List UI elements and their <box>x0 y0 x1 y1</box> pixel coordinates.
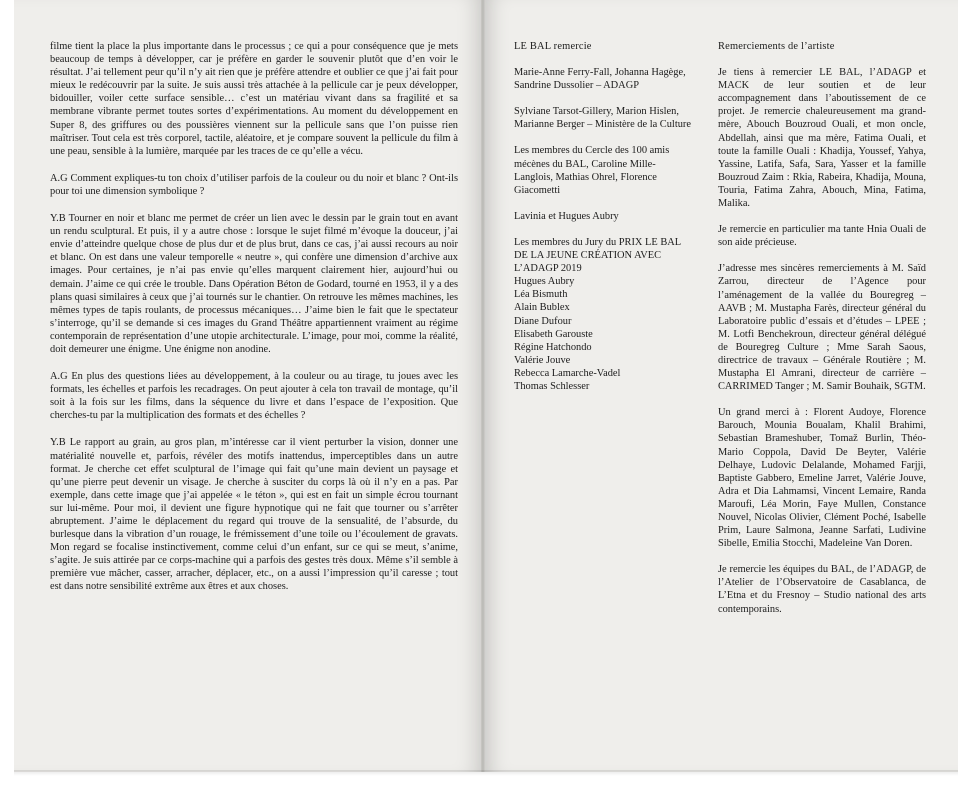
jury-name: Rebecca Lamarche-Vadel <box>514 367 621 379</box>
ack-block: Sylviane Tarsot-Gillery, Marion Hislen, Marianne Berger – Ministère de la Culture <box>514 106 691 131</box>
interview-answer: Y.B Tourner en noir et blanc me permet de créer un lien avec le dessin par le grain tout en avant un rendu sculptural. Et puis, il y a autre chose : lorsque le sujet filmé m’évoque la douceur, j’ai envie d’atteindre quelque chose de plus dur et de plus brut, dans ce cas, j’ai aussi recours au noir et blanc. On est dans une valeur temporelle « neutre », qui confère une dimension d’archive aux images. Pour certaines, je n’ai pas envie qu’elles marquent clairement hier, aujourd’hui ou demain. J’aime ce qui crée le trouble. Dans Opération Béton de Godard, tourné en 1953, il y a des plans quasi similaires à ceux que j’ai tournés sur le chantier. On retrouve les mêmes machines, les mêmes types de tapis roulants, de processus mécaniques… J’aime bien le fait que le spectateur s’interroge, qu’il se demande si ces images du Grand Théâtre appartiennent vraiment au régime contemporain de représentation d’une utopie architecturale. L’image, pour moi, comme la réalité, doit demeurer une énigme. Une énigme non anodine. <box>50 213 458 355</box>
interview-question: A.G En plus des questions liées au développement, à la couleur ou au tirage, tu joues avec les formats, les échelles et parfois les recadrages. On peut ajouter à cela ton travail de montage, qu’il soit à la fois sur les films, dans la séquence du livre et dans l’espace de l’exposition. Que cherches-tu par la multiplication des formats et des échelles ? <box>50 371 458 422</box>
jury-list <box>514 275 692 393</box>
ack-block: Les membres du Cercle des 100 amis mécènes du BAL, Caroline Mille-Langlois, Mathias Ohrel, Florence Giacometti <box>514 145 670 196</box>
jury-name: Régine Hatchondo <box>514 341 592 353</box>
interview-paragraph: filme tient la place la plus importante dans le processus ; ce qui a pour conséquence que je mets beaucoup de temps à développer, car je préfère en garder le souvenir plutôt que d’en voir le résultat. J’ai tellement peur qu’il n’y ait rien que je préfère attendre et oublier ce que j’ai fait pour mieux le redécouvrir par la suite. Je suis aussi très attachée à la pellicule car je peux développer, bidouiller, voiler cette surface sensible… c’est un matériau vivant dans sa fragilité et sa membrane vibrante permet toutes sortes d’expérimentations. Au moment du développement en Super 8, des griffures ou des poussières viennent sur la pellicule sans que l’on puisse rien maîtriser. Tout cela est très corporel, tactile, aléatoire, et je compare souvent la pellicule du film à une peau, sensible à la lumière, marquée par les traces de ce qu’elle a vécu. <box>50 41 458 157</box>
section-heading: LE BAL remercie <box>514 41 592 52</box>
jury-name: Diane Dufour <box>514 315 572 327</box>
ack-block: Je remercie les équipes du BAL, de l’ADAGP, de l’Atelier de l’Observatoire de Casablanca, de L’Etna et du Fresnoy – Studio national des arts contemporains. <box>718 564 926 615</box>
jury-name: Hugues Aubry <box>514 276 575 288</box>
page-shadow <box>14 770 958 776</box>
acknowledgements-artist <box>718 40 926 629</box>
acknowledgements-bal <box>514 40 692 393</box>
ack-block: Marie-Anne Ferry-Fall, Johanna Hagège, Sandrine Dussolier – ADAGP <box>514 67 686 92</box>
ack-block: Lavinia et Hugues Aubry <box>514 210 619 222</box>
jury-name: Thomas Schlesser <box>514 380 590 392</box>
ack-block: Je tiens à remercier LE BAL, l’ADAGP et MACK de leur soutien et de leur accompagnement dans l’aboutissement de ce projet. Je remercie chaleureusement ma grand-mère, Abouch Bouzroud Ouali, et mon oncle, Abdellah, ainsi que ma mère, Fatima Ouali, et toute la famille Ouali : Khadija, Youssef, Yahya, Yassine, Latifa, Safa, Sara, Yasser et la famille Bouzroud Zaim : Rkia, Rabeira, Khadija, Mouna, Touria, Fatima Zahra, Abouch, Mina, Fatima, Malika. <box>718 67 926 210</box>
interview-text <box>50 40 458 608</box>
interview-question: A.G Comment expliques-tu ton choix d’utiliser parfois de la couleur ou du noir et blanc ? Ont-ils pour toi une dimension symbolique ? <box>50 172 458 197</box>
section-heading: Remerciements de l’artiste <box>718 41 835 52</box>
ack-block: J’adresse mes sincères remerciements à M. Saïd Zarrou, directeur de l’Agence pour l’aménagement de la vallée du Bouregreg – AAVB ; M. Mustapha Farès, directeur général du Laboratoire public d’essais et d’études – LPEE ; M. Lotfi Benchekroun, directeur général délégué de Bouregreg Culture ; Mme Sarah Saous, directrice de travaux – Générale Routière ; M. Mustapha El Amrani, directeur de carrière – CARRIMED Tanger ; M. Samir Bouhaik, SGTM. <box>718 263 926 393</box>
ack-block: Un grand merci à : Florent Audoye, Florence Barouch, Mounia Boualam, Khalil Brahimi, Sebastian Brameshuber, Tomaž Burlin, Théo-Mario Coppola, David De Beyter, Valérie Delhaye, Ludovic Delalande, Mohamed Farjji, Baptiste Gabbero, Emeline Jarret, Valérie Jouve, Adra et Dia Lahmamsi, Vincent Lemaire, Randa Maroufi, Léa Morin, Faye Mullen, Constance Nouvel, Nicolas Olivier, Clément Poché, Isabelle Prim, Laure Salmona, Jeanne Sarfati, Ludivine Sibelle, Emilia Stocchi, Madeleine Van Doren. <box>718 407 926 550</box>
jury-name: Valérie Jouve <box>514 354 571 366</box>
ack-block: Les membres du Jury du PRIX LE BAL DE LA JEUNE CRÉATION AVEC L’ADAGP 2019 <box>514 236 681 275</box>
jury-name: Elisabeth Garouste <box>514 328 593 340</box>
ack-block: Je remercie en particulier ma tante Hnia Ouali de son aide précieuse. <box>718 224 926 249</box>
jury-name: Léa Bismuth <box>514 289 568 301</box>
book-gutter <box>481 0 485 772</box>
jury-name: Alain Bublex <box>514 302 570 314</box>
interview-answer: Y.B Le rapport au grain, au gros plan, m’intéresse car il vient perturber la vision, donner une matérialité nouvelle et, parfois, révéler des motifs inattendus, imperceptibles dans un autre format. Je cherche cet effet sculptural de l’image qui fait qu’une main devient un paysage et qu’une pierre peut devenir un visage. Je cherche à susciter du corps là où il n’y en a pas. Par exemple, dans cette image que j’ai appelée « le téton », qui est en fait un simple écrou tournant sur lui-même. Pour moi, il devient une figure hypnotique qui ne fait que tourner ou s’arrêter abruptement. J’aime le déplacement du regard qui trouve de la sensualité, de l’absurde, du burlesque dans la vibration d’un rouage, le frémissement d’une toile ou l’écoulement de gravats. Mon regard se focalise instinctivement, comme celui d’un enfant, sur ce qui se meut, s’anime, s’agite. Je suis attirée par ce corps-machine qui a parfois des gestes très doux. Même s’il semble à première vue mâcher, casser, arracher, déplacer, etc., on a aussi l’impression qu’il caresse ; tout est dans notre sensibilité extrême aux êtres et aux choses. <box>50 437 458 593</box>
